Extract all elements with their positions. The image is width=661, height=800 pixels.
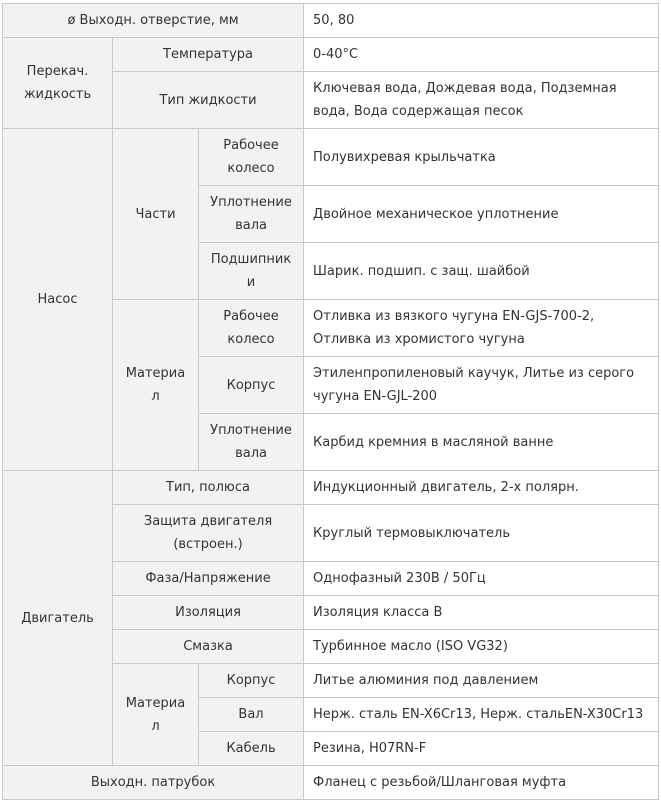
pump-impeller-label: Рабочее колесо <box>199 129 304 186</box>
pump-shaft-seal-label: Уплотнение вала <box>199 186 304 243</box>
spec-table <box>2 3 659 800</box>
pump-material-impeller-label: Рабочее колесо <box>199 300 304 357</box>
pump-material-shaft-seal-value: Карбид кремния в масляной ванне <box>304 414 659 471</box>
table-row <box>3 471 659 505</box>
motor-group-label: Двигатель <box>3 471 113 766</box>
pump-parts-label: Части <box>113 129 199 300</box>
pump-material-label: Материал <box>113 300 199 471</box>
motor-protection-value: Круглый термовыключатель <box>304 505 659 562</box>
motor-type-value: Индукционный двигатель, 2-х полярн. <box>304 471 659 505</box>
motor-material-label: Материал <box>113 664 199 766</box>
table-row <box>3 4 659 38</box>
motor-cable-value: Резина, H07RN-F <box>304 732 659 766</box>
temperature-label: Температура <box>113 38 304 72</box>
pump-material-casing-label: Корпус <box>199 357 304 414</box>
phase-voltage-value: Однофазный 230В / 50Гц <box>304 562 659 596</box>
outlet-diameter-value: 50, 80 <box>304 4 659 38</box>
phase-voltage-label: Фаза/Напряжение <box>113 562 304 596</box>
motor-cable-label: Кабель <box>199 732 304 766</box>
table-row <box>3 766 659 800</box>
lubrication-value: Турбинное масло (ISO VG32) <box>304 630 659 664</box>
pump-material-shaft-seal-label: Уплотнение вала <box>199 414 304 471</box>
motor-casing-label: Корпус <box>199 664 304 698</box>
motor-type-label: Тип, полюса <box>113 471 304 505</box>
pump-material-casing-value: Этиленпропиленовый каучук, Литье из серого чугуна EN-GJL-200 <box>304 357 659 414</box>
temperature-value: 0-40°C <box>304 38 659 72</box>
outlet-diameter-label: ø Выходн. отверстие, мм <box>3 4 304 38</box>
insulation-label: Изоляция <box>113 596 304 630</box>
table-row <box>3 38 659 72</box>
liquid-type-value: Ключевая вода, Дождевая вода, Подземная вода, Вода содержащая песок <box>304 72 659 129</box>
motor-protection-label: Защита двигателя (встроен.) <box>113 505 304 562</box>
liquid-type-label: Тип жидкости <box>113 72 304 129</box>
pump-bearings-label: Подшипники <box>199 243 304 300</box>
pump-shaft-seal-value: Двойное механическое уплотнение <box>304 186 659 243</box>
pump-impeller-value: Полувихревая крыльчатка <box>304 129 659 186</box>
table-row <box>3 129 659 186</box>
pump-bearings-value: Шарик. подшип. с защ. шайбой <box>304 243 659 300</box>
liquid-group-label: Перекач. жидкость <box>3 38 113 129</box>
lubrication-label: Смазка <box>113 630 304 664</box>
outlet-connection-value: Фланец с резьбой/Шланговая муфта <box>304 766 659 800</box>
insulation-value: Изоляция класса B <box>304 596 659 630</box>
outlet-connection-label: Выходн. патрубок <box>3 766 304 800</box>
motor-shaft-value: Нерж. сталь EN-X6Cr13, Нерж. стальEN-X30Cr13 <box>304 698 659 732</box>
motor-casing-value: Литье алюминия под давлением <box>304 664 659 698</box>
motor-shaft-label: Вал <box>199 698 304 732</box>
pump-group-label: Насос <box>3 129 113 471</box>
pump-material-impeller-value: Отливка из вязкого чугуна EN-GJS-700-2, Отливка из хромистого чугуна <box>304 300 659 357</box>
